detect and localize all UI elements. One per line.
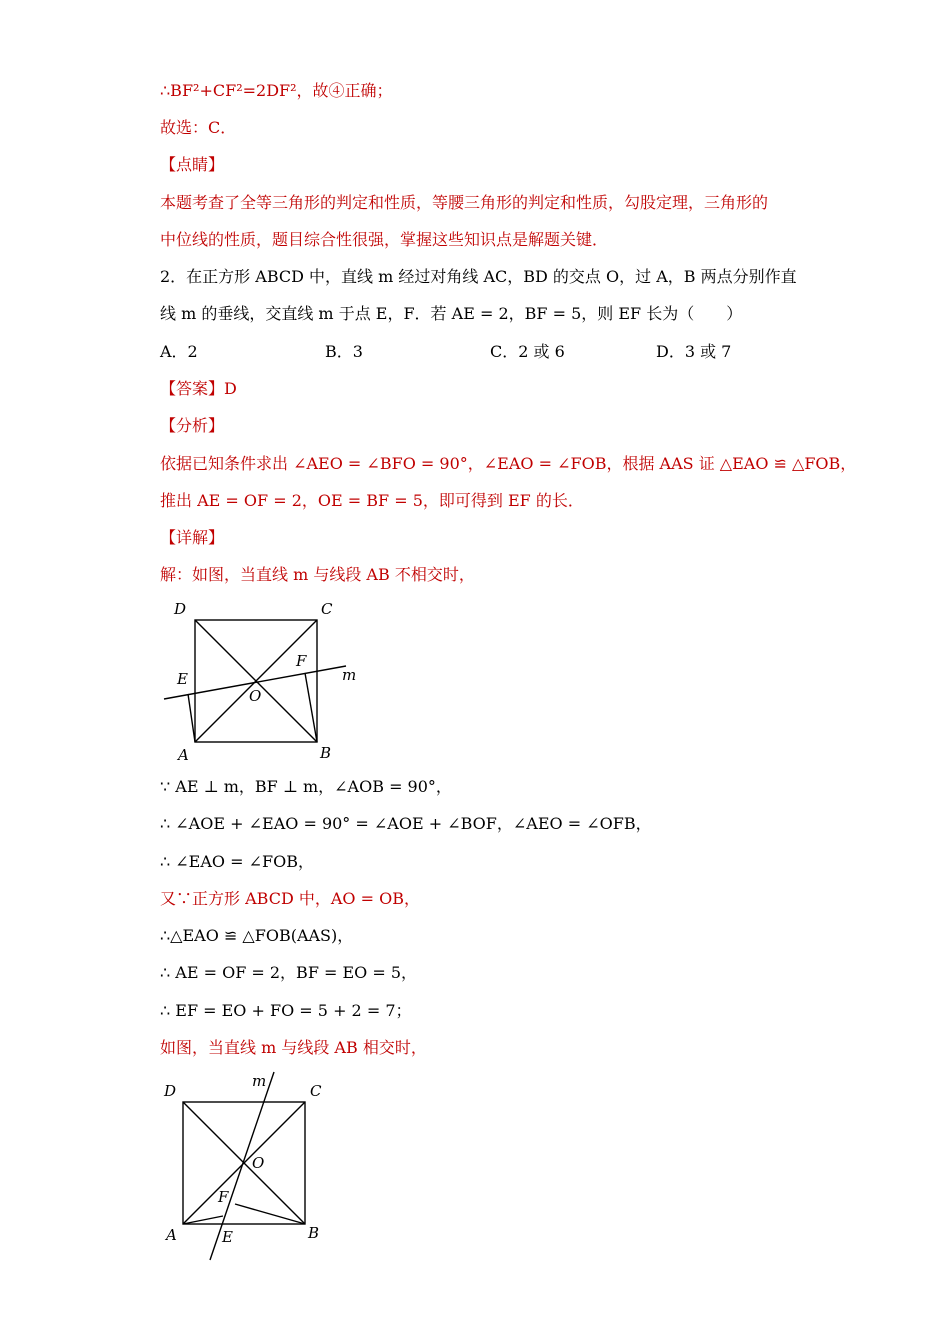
label-a: A: [178, 746, 189, 764]
line-m: [210, 1072, 274, 1260]
label-m: m: [342, 666, 357, 684]
case2-line: 如图，当直线 m 与线段 AB 相交时，: [160, 1038, 427, 1057]
detail-header: 【详解】: [160, 528, 225, 547]
label-d: D: [174, 600, 187, 618]
proof-line-2: ∴ ∠AOE + ∠EAO = 90° = ∠AOE + ∠BOF，∠AEO = ∠OFB，: [160, 814, 652, 833]
proof-line-5: ∴△EAO ≌ △FOB(AAS)，: [160, 926, 354, 945]
analysis-line-2: 推出 AE = OF = 2，OE = BF = 5，即可得到 EF 的长．: [160, 491, 584, 510]
label-b: B: [308, 1224, 320, 1242]
text-line-2: 故选：C．: [160, 118, 237, 137]
segment-ae: [188, 694, 195, 742]
label-m: m: [252, 1072, 267, 1090]
question-line-2: 线 m 的垂线，交直线 m 于点 E，F．若 AE = 2，BF = 5，则 EF 长为（ ）: [160, 304, 743, 323]
label-c: C: [310, 1082, 322, 1100]
label-o: O: [252, 1154, 265, 1172]
text-line-5: 中位线的性质，题目综合性很强，掌握这些知识点是解题关键．: [160, 230, 609, 249]
text-line-4: 本题考查了全等三角形的判定和性质，等腰三角形的判定和性质，勾股定理，三角形的: [160, 193, 769, 212]
analysis-line-1: 依据已知条件求出 ∠AEO = ∠BFO = 90°，∠EAO = ∠FOB，根据 AAS 证 △EAO ≌ △FOB，: [160, 454, 857, 473]
figure-1-square: [160, 598, 370, 768]
proof-line-3: ∴ ∠EAO = ∠FOB，: [160, 852, 314, 871]
option-c: C．2 或 6: [490, 342, 565, 361]
text-line-1: ∴BF²+CF²=2DF²，故④正确；: [160, 81, 393, 100]
proof-line-7: ∴ EF = EO + FO = 5 + 2 = 7；: [160, 1001, 412, 1020]
label-c: C: [321, 600, 333, 618]
answer-line: 【答案】D: [160, 379, 237, 398]
label-b: B: [320, 744, 332, 762]
figure-2-square: [158, 1070, 348, 1270]
option-a: A．2: [160, 342, 198, 361]
label-d: D: [164, 1082, 177, 1100]
proof-line-4: 又∵正方形 ABCD 中，AO = OB，: [160, 889, 420, 908]
label-a: A: [166, 1226, 177, 1244]
label-o: O: [249, 687, 262, 705]
label-e: E: [222, 1228, 233, 1246]
label-f: F: [296, 652, 307, 670]
proof-line-1: ∵ AE ⊥ m，BF ⊥ m，∠AOB = 90°，: [160, 777, 452, 796]
analysis-header: 【分析】: [160, 416, 225, 435]
label-e: E: [177, 670, 188, 688]
option-b: B．3: [325, 342, 363, 361]
text-line-3: 【点睛】: [160, 155, 225, 174]
detail-line-1: 解：如图，当直线 m 与线段 AB 不相交时，: [160, 565, 475, 584]
label-f: F: [218, 1188, 229, 1206]
question-line-1: 2．在正方形 ABCD 中，直线 m 经过对角线 AC，BD 的交点 O，过 A，B 两点分别作直: [160, 267, 797, 286]
option-d: D．3 或 7: [656, 342, 732, 361]
proof-line-6: ∴ AE = OF = 2，BF = EO = 5，: [160, 963, 418, 982]
